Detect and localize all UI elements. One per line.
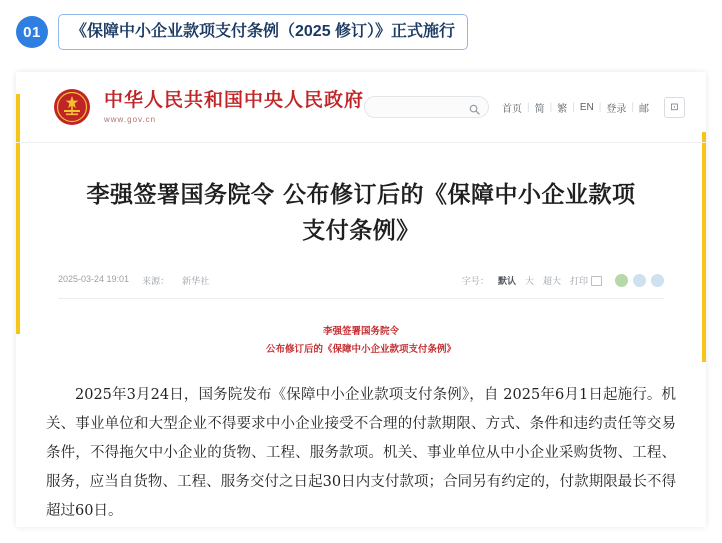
nav-separator: | (572, 101, 575, 113)
nav-item-home[interactable]: 首页 (502, 103, 523, 115)
article-card (16, 72, 706, 527)
printer-icon (591, 276, 602, 286)
share-weibo-icon[interactable] (633, 274, 646, 287)
article-body-paragraph: 2025年3月24日，国务院发布《保障中小企业款项支付条例》，自 2025年6月1日起施行。机关、事业单位和大型企业不得要求中小企业接受不合理的付款期限、方式、条件和违约责任等交易条件，不得拖欠中小企业的货物、工程、服务款项。机关、事业单位从中小企业采购货物、工程、服务，应当自货物、工程、服务交付之日起30日内支付款项；合同另有约定的，付款期限最长不得超过60日。 (46, 387, 676, 520)
article-meta-row (58, 274, 664, 299)
article-source-label: 来源： (142, 276, 170, 287)
nav-item-mail[interactable]: 邮 (638, 103, 649, 115)
site-title-wrap (104, 90, 364, 124)
nav-item-login[interactable]: 登录 (606, 103, 627, 115)
nav-separator: | (549, 101, 553, 113)
site-subtitle: www.gov.cn (104, 114, 157, 124)
search-icon[interactable] (469, 102, 480, 113)
fontsize-label: 字号： (461, 276, 489, 287)
article-meta-right (462, 274, 664, 287)
nav-separator: | (527, 101, 530, 113)
print-label: 打印 (569, 276, 588, 287)
article-card-inner (16, 72, 706, 527)
headline-box (58, 14, 468, 50)
nav-separator: | (631, 101, 634, 113)
search-box[interactable] (364, 96, 489, 118)
fontsize-option-default[interactable]: 默认 (497, 276, 516, 287)
headline-title: 《保障中小企业款项支付条例（2025 修订）》正式施行 (71, 23, 456, 40)
site-title: 中华人民共和国中央人民政府 (104, 89, 365, 112)
print-button[interactable] (570, 274, 602, 287)
right-accent-bar (702, 132, 706, 362)
site-header-right (364, 96, 685, 118)
article-title: 李强签署国务院令 公布修订后的《保障中小企业款项支付条例》 (86, 181, 636, 244)
article-red-heading-line1: 李强签署国务院令 (322, 326, 399, 338)
national-emblem-icon (50, 85, 94, 129)
site-nav (497, 100, 654, 115)
nav-item-english[interactable]: EN (579, 101, 594, 113)
qr-code-icon[interactable]: ⊡ (664, 97, 685, 118)
nav-item-simplified[interactable]: 简 (534, 103, 545, 115)
headline-number-badge: 01 (16, 16, 48, 48)
nav-item-traditional[interactable]: 繁 (557, 103, 568, 115)
share-wechat-icon[interactable] (615, 274, 628, 287)
article-red-heading (16, 323, 706, 359)
article-meta-left (58, 274, 209, 287)
article-date: 2025-03-24 19:01 (58, 274, 130, 285)
share-qq-icon[interactable] (651, 274, 664, 287)
fontsize-option-xlarge[interactable]: 超大 (542, 276, 561, 287)
headline-row (0, 14, 468, 50)
article-source: 新华社 (182, 276, 210, 287)
fontsize-option-large[interactable]: 大 (524, 276, 534, 287)
nav-separator: | (598, 101, 602, 113)
article-red-heading-line2: 公布修订后的《保障中小企业款项支付条例》 (265, 344, 456, 356)
site-header (16, 72, 706, 143)
share-buttons (615, 274, 664, 287)
